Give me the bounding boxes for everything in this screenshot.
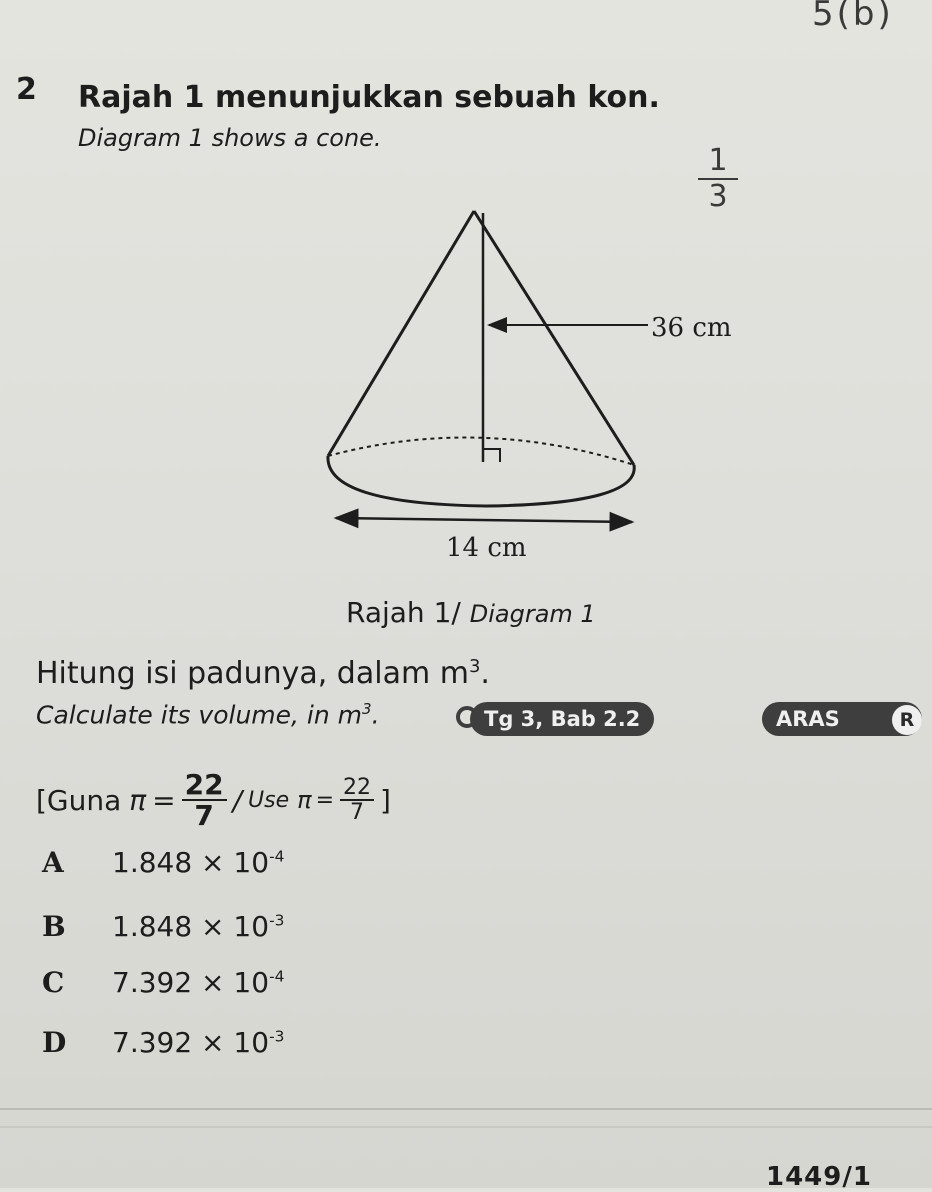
pi-numerator-english: 22 xyxy=(340,776,374,801)
option-letter: A xyxy=(42,846,64,879)
cone-base-visible-edge xyxy=(328,456,634,506)
option-exponent: -3 xyxy=(269,911,285,930)
question-title-malay: Rajah 1 menunjukkan sebuah kon. xyxy=(78,80,660,115)
option-exponent: -3 xyxy=(269,1027,285,1046)
page-divider-lower xyxy=(0,1126,932,1128)
margin-fraction-numerator: 1 xyxy=(698,146,738,180)
prompt-english xyxy=(36,700,380,729)
pi-fraction-large xyxy=(182,770,227,831)
option-letter: C xyxy=(42,966,65,999)
question-number: 2 xyxy=(16,72,37,107)
pi-hint-close: ] xyxy=(380,783,391,817)
prompt-english-end: . xyxy=(371,700,380,730)
option-exponent: -4 xyxy=(269,967,285,986)
question-title-english: Diagram 1 shows a cone. xyxy=(78,124,382,152)
option-value xyxy=(112,966,284,999)
pi-denominator-english: 7 xyxy=(350,800,365,826)
slant-length-label: 36 cm xyxy=(651,313,732,343)
diagram-caption xyxy=(346,596,596,629)
option-value xyxy=(112,1026,284,1059)
cone-left-slant-line xyxy=(328,211,474,456)
option-mantissa: 7.392 × 10 xyxy=(112,966,270,999)
margin-fraction-denominator: 3 xyxy=(708,179,728,214)
pi-use-label: Use xyxy=(248,787,290,813)
prompt-malay xyxy=(36,656,490,691)
diagram-caption-english: Diagram 1 xyxy=(469,600,596,628)
right-angle-marker xyxy=(483,449,500,462)
pi-numerator: 22 xyxy=(182,770,227,801)
option-value xyxy=(112,846,284,879)
pi-equals-english: = xyxy=(315,787,335,813)
prompt-english-text: Calculate its volume, in m xyxy=(36,700,363,730)
chapter-badge-label: Tg 3, Bab 2.2 xyxy=(484,707,641,731)
base-dimension-arrow-right xyxy=(480,520,632,522)
level-code-badge: R xyxy=(892,705,922,735)
diagram-caption-malay: Rajah 1/ xyxy=(346,596,461,629)
pi-symbol: π xyxy=(129,783,147,817)
base-diameter-label: 14 cm xyxy=(446,533,527,563)
option-mantissa: 7.392 × 10 xyxy=(112,1026,270,1059)
option-value xyxy=(112,910,284,943)
pi-hint-open: [Guna xyxy=(36,783,122,817)
option-mantissa: 1.848 × 10 xyxy=(112,846,270,879)
answer-option-b[interactable] xyxy=(42,910,284,943)
pi-slash: / xyxy=(232,783,243,817)
option-mantissa: 1.848 × 10 xyxy=(112,910,270,943)
chapter-badge xyxy=(470,702,654,736)
pi-denominator: 7 xyxy=(194,799,214,833)
answer-option-a[interactable] xyxy=(42,846,284,879)
prompt-english-exponent: 3 xyxy=(362,700,372,718)
prompt-malay-exponent: 3 xyxy=(468,656,481,677)
level-badge-label: ARAS xyxy=(776,707,840,731)
option-letter: D xyxy=(42,1026,67,1059)
pi-hint xyxy=(36,770,391,831)
prompt-malay-text: Hitung isi padunya, dalam m xyxy=(36,656,469,691)
option-letter: B xyxy=(42,910,66,943)
option-exponent: -4 xyxy=(269,847,285,866)
prompt-malay-end: . xyxy=(480,656,490,691)
answer-option-d[interactable] xyxy=(42,1026,284,1059)
answer-option-c[interactable] xyxy=(42,966,284,999)
cone-base-hidden-edge xyxy=(328,438,634,465)
cone-right-slant-line xyxy=(474,211,634,465)
base-dimension-arrow-left xyxy=(336,518,480,520)
pi-equals: = xyxy=(152,783,176,817)
cone-diagram xyxy=(0,0,932,590)
pi-fraction-small xyxy=(340,776,374,824)
corner-handwritten-note: 5(b) xyxy=(812,0,894,34)
pi-symbol-english: π xyxy=(297,786,312,815)
page-number: 1449/1 xyxy=(766,1162,872,1192)
page-divider-upper xyxy=(0,1108,932,1110)
